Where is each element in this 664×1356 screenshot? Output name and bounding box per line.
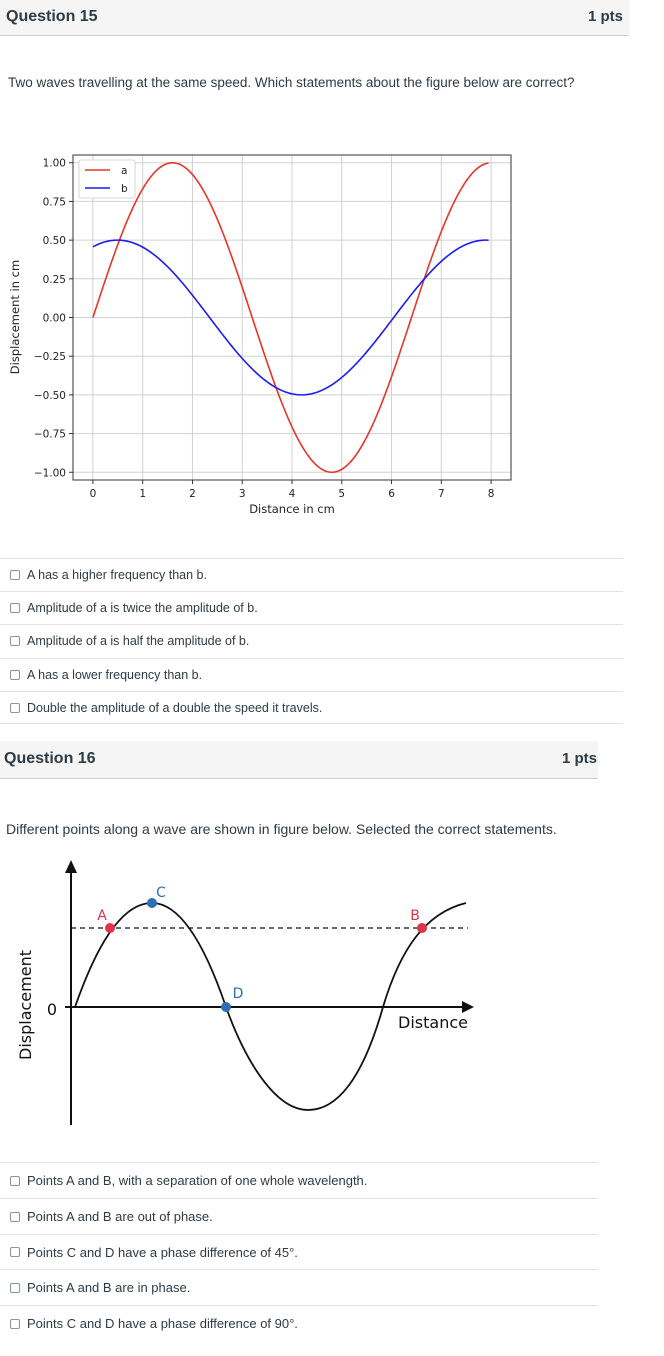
chart-ylabel: Displacement in cm (8, 259, 22, 375)
y-tick-label: 0.50 (42, 235, 66, 248)
q15-option-2[interactable] (0, 591, 623, 624)
question-16-points: 1 pts (562, 750, 598, 767)
point-c-label: C (156, 885, 166, 901)
q15-option-3-checkbox[interactable] (10, 636, 20, 646)
figure-xlabel: Distance (398, 1013, 468, 1032)
point-a-marker (105, 923, 115, 933)
x-tick-label: 4 (288, 488, 296, 500)
x-tick-label: 7 (437, 488, 445, 500)
x-tick-label: 8 (487, 488, 495, 500)
wave-chart (0, 140, 520, 525)
point-b-marker (417, 923, 427, 933)
q15-option-5-label: Double the amplitude of a double the speed it travels. (27, 700, 323, 715)
q15-option-2-checkbox[interactable] (10, 603, 20, 613)
question-16-header (0, 741, 598, 779)
chart-ticks (34, 158, 495, 500)
q16-option-5[interactable] (0, 1305, 598, 1341)
q15-option-2-label: Amplitude of a is twice the amplitude of b. (27, 601, 258, 615)
q16-option-4-checkbox[interactable] (10, 1283, 20, 1293)
legend-b-label: b (121, 183, 128, 195)
x-tick-label: 3 (238, 488, 246, 500)
question-16-title: Question 16 (4, 750, 96, 767)
q16-option-3-label: Points C and D have a phase difference of 45°. (27, 1244, 298, 1260)
q16-option-1[interactable] (0, 1162, 598, 1198)
y-tick-label: −0.75 (33, 428, 66, 441)
q15-option-1-checkbox[interactable] (10, 570, 20, 580)
q16-option-4[interactable] (0, 1269, 598, 1305)
point-b-label: B (410, 908, 420, 924)
y-axis-arrow (65, 860, 77, 873)
q16-option-2-label: Points A and B are out of phase. (27, 1209, 213, 1224)
q16-option-5-label: Points C and D have a phase difference of 90°. (27, 1316, 298, 1331)
point-d-marker (221, 1002, 231, 1012)
q15-option-3[interactable] (0, 624, 623, 657)
x-tick-label: 5 (338, 488, 346, 500)
y-tick-label: 0.00 (42, 312, 66, 325)
q16-option-2[interactable] (0, 1198, 598, 1234)
q16-option-5-checkbox[interactable] (10, 1319, 20, 1329)
question-16-prompt: Different points along a wave are shown in figure below. Selected the correct statements. (6, 821, 557, 837)
chart-grid (73, 155, 511, 480)
chart-legend (79, 160, 135, 198)
y-tick-label: −1.00 (33, 467, 66, 480)
x-axis-arrow (462, 1001, 474, 1013)
q16-option-1-label: Points A and B, with a separation of one whole wavelength. (27, 1173, 368, 1188)
figure-ylabel: Displacement (16, 950, 35, 1060)
q16-option-4-label: Points A and B are in phase. (27, 1280, 191, 1295)
q16-option-3-checkbox[interactable] (10, 1247, 20, 1257)
q15-option-4[interactable] (0, 658, 623, 691)
q16-option-2-checkbox[interactable] (10, 1212, 20, 1222)
x-tick-label: 2 (189, 488, 196, 500)
y-tick-label: −0.25 (33, 351, 66, 364)
zero-label: 0 (46, 1000, 58, 1019)
q15-option-5[interactable] (0, 691, 623, 724)
question-15-header (0, 0, 629, 36)
x-tick-label: 0 (89, 488, 97, 500)
y-tick-label: −0.50 (33, 389, 66, 402)
wave-points-figure (0, 855, 500, 1130)
chart-xlabel: Distance in cm (249, 502, 335, 516)
question-15-prompt: Two waves travelling at the same speed. Which statements about the figure below are correct? (8, 75, 575, 90)
question-15-title: Question 15 (6, 8, 98, 25)
q15-option-5-checkbox[interactable] (10, 703, 20, 713)
y-tick-label: 1.00 (42, 157, 66, 170)
x-tick-label: 6 (388, 488, 395, 500)
y-tick-label: 0.75 (42, 196, 66, 209)
q15-option-4-checkbox[interactable] (10, 670, 20, 680)
q15-option-1-label: A has a higher frequency than b. (27, 568, 207, 582)
x-tick-label: 1 (139, 488, 147, 500)
q16-option-1-checkbox[interactable] (10, 1176, 20, 1186)
question-15-points: 1 pts (588, 8, 624, 25)
q15-option-3-label: Amplitude of a is half the amplitude of b. (27, 634, 250, 648)
point-d-label: D (232, 986, 244, 1002)
q15-option-1[interactable] (0, 558, 623, 591)
legend-a-label: a (121, 165, 128, 177)
y-tick-label: 0.25 (42, 273, 66, 286)
q15-option-4-label: A has a lower frequency than b. (27, 668, 203, 682)
point-a-label: A (97, 908, 107, 924)
q16-option-3[interactable] (0, 1234, 598, 1269)
